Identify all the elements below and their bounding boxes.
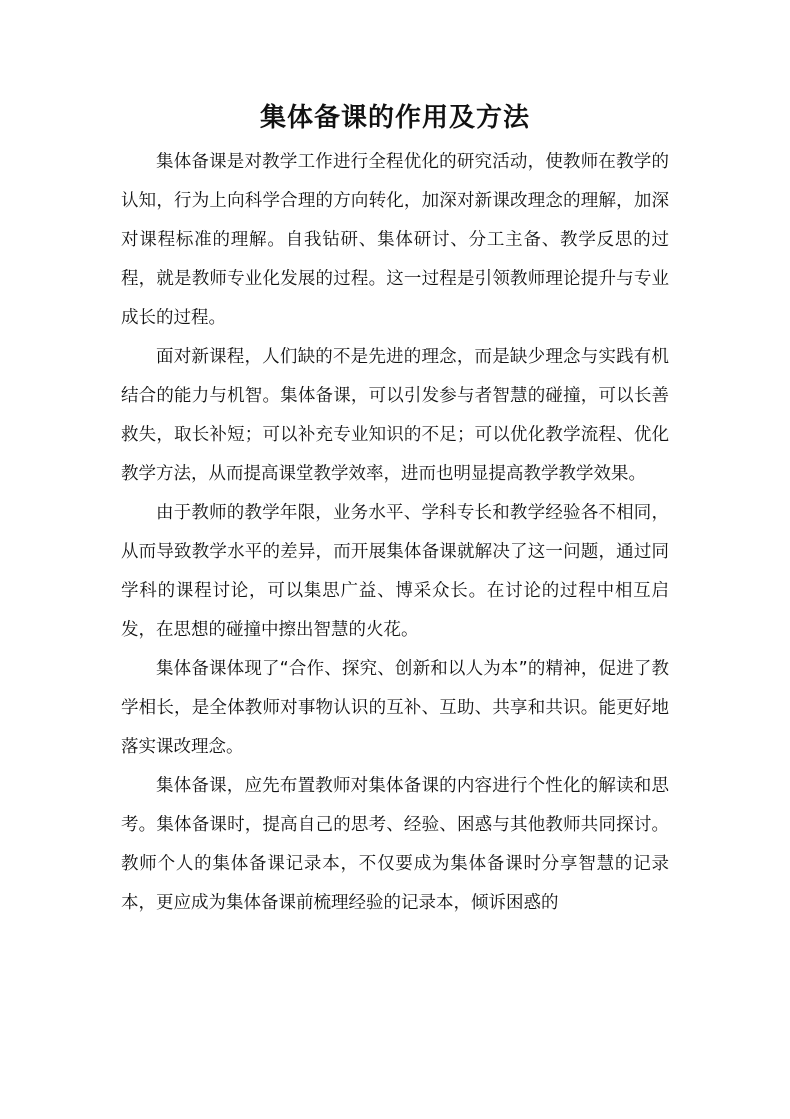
paragraph-1: 集体备课是对教学工作进行全程优化的研究活动，使教师在教学的认知，行为上向科学合理的方向转化，加深对新课改理念的理解，加深对课程标准的理解。自我钻研、集体研讨、分工主备、教学反思的过程，就是教师专业化发展的过程。这一过程是引领教师理论提升与专业成长的过程。 [121, 152, 669, 328]
paragraph-2: 面对新课程，人们缺的不是先进的理念，而是缺少理念与实践有机结合的能力与机智。集体备课，可以引发参与者智慧的碰撞，可以长善救失，取长补短；可以补充专业知识的不足；可以优化教学流程、优化教学方法，从而提高课堂教学效率，进而也明显提高教学教学效果。 [121, 347, 669, 484]
paragraph-4: 集体备课体现了“合作、探究、创新和以人为本”的精神，促进了教学相长，是全体教师对事物认识的互补、互助、共享和共识。能更好地落实课改理念。 [121, 659, 669, 757]
document-title: 集体备课的作用及方法 [259, 103, 530, 133]
paragraph-3: 由于教师的教学年限，业务水平、学科专长和教学经验各不相同，从而导致教学水平的差异，而开展集体备课就解决了这一问题，通过同学科的课程讨论，可以集思广益、博采众长。在讨论的过程中相互启发，在思想的碰撞中擦出智慧的火花。 [121, 503, 669, 640]
paragraph-5: 集体备课，应先布置教师对集体备课的内容进行个性化的解读和思考。集体备课时，提高自己的思考、经验、困惑与其他教师共同探讨。教师个人的集体备课记录本，不仅要成为集体备课时分享智慧的记录本，更应成为集体备课前梳理经验的记录本，倾诉困惑的 [121, 776, 669, 913]
document-body [121, 143, 669, 923]
